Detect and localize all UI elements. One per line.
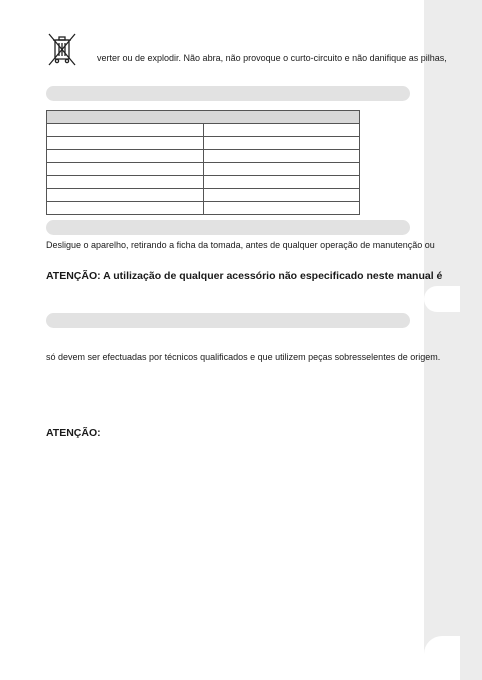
table-cell — [47, 150, 204, 163]
side-strip — [424, 0, 482, 680]
table-cell — [47, 124, 204, 137]
table-cell — [47, 137, 204, 150]
crossed-out-wheelie-bin-icon — [46, 32, 78, 68]
table-row — [47, 189, 360, 202]
accessory-warning: ATENÇÃO: A utilização de qualquer acessório não especificado neste manual é — [46, 270, 443, 282]
warning-label: ATENÇÃO: — [46, 427, 101, 439]
repair-text: só devem ser efectuadas por técnicos qualificados e que utilizem peças sobresselentes de origem. — [46, 352, 441, 362]
table-cell — [203, 124, 360, 137]
table-header-cell — [47, 111, 360, 124]
table-cell — [47, 176, 204, 189]
section-bar-maintenance — [46, 220, 410, 235]
table-cell — [203, 202, 360, 215]
spec-table — [46, 110, 360, 215]
table-row — [47, 202, 360, 215]
table-cell — [47, 163, 204, 176]
table-cell — [203, 163, 360, 176]
table-cell — [203, 189, 360, 202]
table-cell — [203, 150, 360, 163]
table-cell — [47, 189, 204, 202]
section-bar-repairs — [46, 313, 410, 328]
disposal-text: verter ou de explodir. Não abra, não provoque o curto-circuito e não danifique as pilhas, — [97, 53, 447, 63]
table-header-row — [47, 111, 360, 124]
section-bar-specifications — [46, 86, 410, 101]
table-row — [47, 150, 360, 163]
table-cell — [203, 137, 360, 150]
maintenance-text: Desligue o aparelho, retirando a ficha da tomada, antes de qualquer operação de manutenção ou — [46, 240, 435, 250]
page-corner-tab — [424, 636, 460, 680]
table-row — [47, 137, 360, 150]
table-row — [47, 176, 360, 189]
table-row — [47, 124, 360, 137]
table-cell — [47, 202, 204, 215]
side-tab — [424, 286, 460, 312]
table-cell — [203, 176, 360, 189]
table-row — [47, 163, 360, 176]
